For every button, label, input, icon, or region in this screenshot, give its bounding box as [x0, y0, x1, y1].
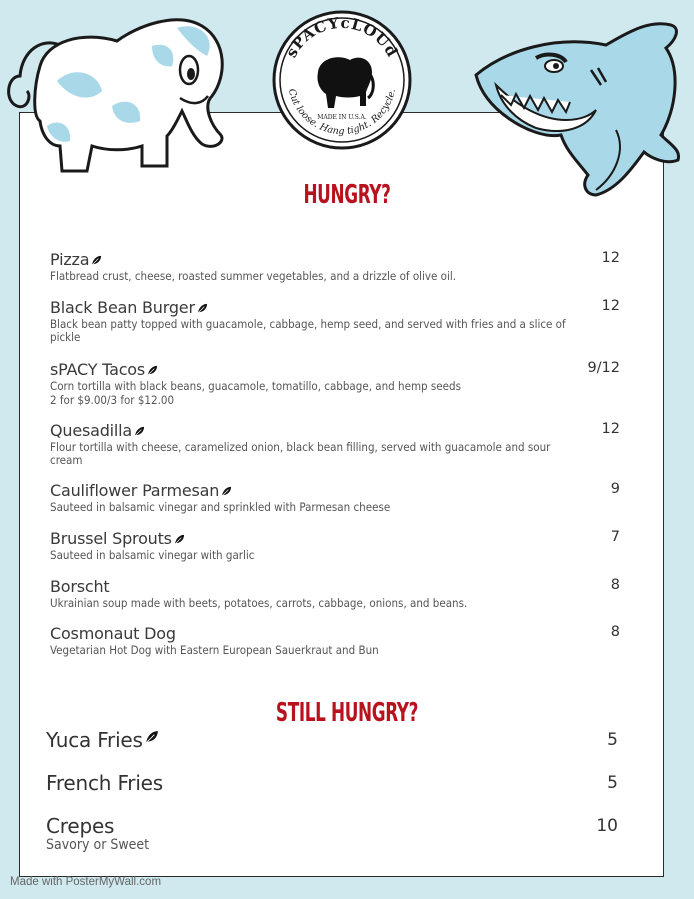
- item-description: Flatbread crust, cheese, roasted summer vegetables, and a drizzle of olive oil.: [50, 269, 457, 283]
- shark-mascot-illustration: [466, 10, 690, 202]
- menu-item: [46, 728, 618, 752]
- item-description: Sauteed in balsamic vinegar and sprinkled with Parmesan cheese: [50, 500, 391, 514]
- menu-item: [50, 298, 620, 344]
- item-name: French Fries: [46, 771, 163, 795]
- item-price: 5: [607, 773, 618, 793]
- item-description: Savory or Sweet: [46, 837, 150, 853]
- item-description: Black bean patty topped with guacamole, cabbage, hemp seed, and served with fries and a slice of pickle: [50, 317, 566, 344]
- logo-tagline-text: Cut loose. Hang tight. Recycle.: [285, 87, 399, 138]
- leaf-icon: [145, 729, 159, 743]
- menu-item: [50, 250, 620, 283]
- item-price: 12: [601, 421, 620, 437]
- item-description: Corn tortilla with black beans, guacamole, tomatillo, cabbage, and hemp seeds: [50, 379, 461, 393]
- item-name: Borscht: [50, 577, 110, 596]
- leaf-icon: [221, 482, 232, 493]
- item-description: Vegetarian Hot Dog with Eastern European Sauerkraut and Bun: [50, 643, 379, 657]
- leaf-icon: [197, 299, 208, 310]
- menu-item: [46, 814, 618, 852]
- logo-brand-text: sPACYcLOUd: [282, 13, 402, 61]
- item-price: 9/12: [587, 360, 620, 376]
- item-name: sPACY Tacos: [50, 360, 146, 379]
- hungry-heading: HUNGRY?: [303, 180, 391, 210]
- item-name: Pizza: [50, 250, 90, 269]
- item-price: 12: [601, 250, 620, 266]
- menu-item: [50, 481, 620, 514]
- item-price: 8: [610, 624, 620, 640]
- item-name: Black Bean Burger: [50, 298, 195, 317]
- still-hungry-heading: STILL HUNGRY?: [275, 698, 419, 728]
- menu-item: [50, 360, 620, 407]
- footer-credit[interactable]: Made with PosterMyWall.com: [10, 876, 162, 888]
- item-price: 7: [610, 529, 620, 545]
- leaf-icon: [147, 361, 158, 372]
- leaf-icon: [174, 530, 185, 541]
- item-description: Flour tortilla with cheese, caramelized onion, black bean filling, served with guacamole and sour cream: [50, 440, 551, 467]
- item-name: Quesadilla: [50, 421, 133, 440]
- elephant-mascot-illustration: [2, 6, 232, 178]
- leaf-icon: [91, 251, 102, 262]
- menu-item: [46, 771, 618, 795]
- spacycloud-logo: [268, 10, 416, 150]
- item-name: Cauliflower Parmesan: [50, 481, 220, 500]
- item-name: Yuca Fries: [46, 728, 143, 752]
- menu-item: [50, 529, 620, 562]
- item-description: Sauteed in balsamic vinegar with garlic: [50, 548, 255, 562]
- item-price: 10: [596, 816, 618, 836]
- item-name: Crepes: [46, 814, 115, 838]
- item-price: 12: [601, 298, 620, 314]
- leaf-icon: [134, 422, 145, 433]
- item-name: Brussel Sprouts: [50, 529, 172, 548]
- item-price: 9: [610, 481, 620, 497]
- item-price: 8: [610, 577, 620, 593]
- menu-item: [50, 624, 620, 657]
- item-description-extra: 2 for $9.00/3 for $12.00: [50, 393, 175, 407]
- menu-item: [50, 421, 620, 467]
- menu-item: [50, 577, 620, 610]
- item-description: Ukrainian soup made with beets, potatoes, carrots, cabbage, onions, and beans.: [50, 596, 468, 610]
- logo-made-in-text: MADE IN U.S.A.: [317, 114, 367, 121]
- item-price: 5: [607, 730, 618, 750]
- item-name: Cosmonaut Dog: [50, 624, 176, 643]
